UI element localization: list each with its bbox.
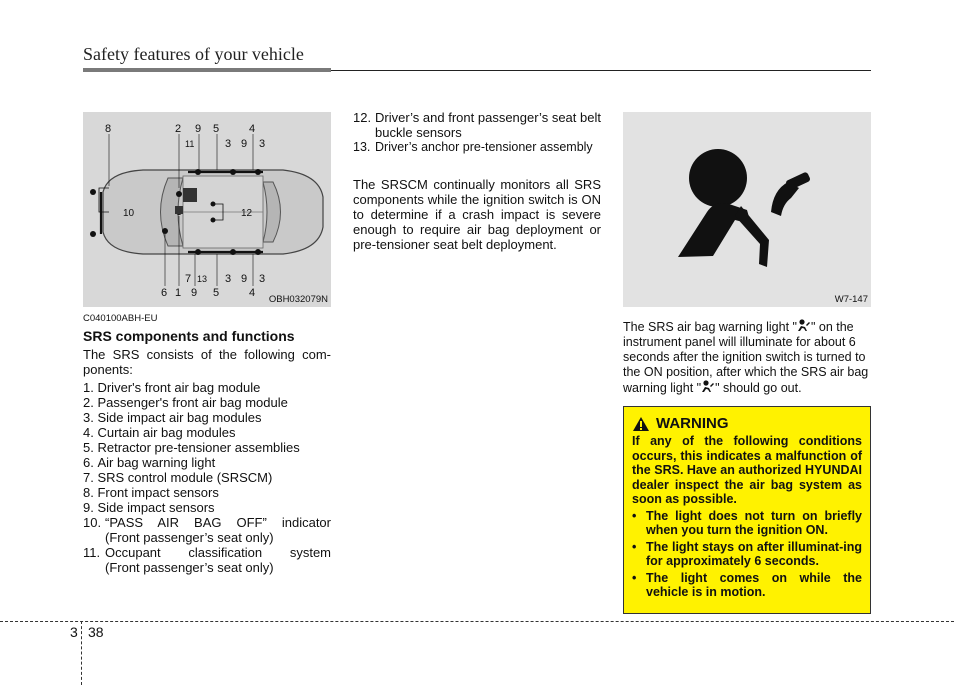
list-item: • The light does not turn on briefly when you turn the ignition ON. [632,508,862,537]
list-item: 13. Driver’s anchor pre-tensioner assembly [353,140,593,154]
warning-bullets [632,509,862,600]
warning-text: If any of the following conditions occurs, this indicates a malfunction of the SRS. Have an authorized HYUNDAI dealer inspect the air bag system as soon as possible. [632,434,862,506]
list-item: 2. Passenger's front air bag module [83,395,288,410]
components-list [83,380,331,575]
page-number: 38 [88,624,104,640]
list-item: 6. Air bag warning light [83,455,216,470]
list-item: 10. “PASS AIR BAG OFF” indicator (Front passenger’s seat only) [83,515,331,545]
footer-vertical-divider [81,621,82,685]
list-item: 1. Driver's front air bag module [83,380,261,395]
figure-label: 9 [195,123,202,135]
list-item: • The light stays on after illuminat-ing for approximately 6 seconds. [632,539,862,568]
figure-label: 7 [185,273,192,285]
intro-text: The SRS consists of the following com-ponents: [83,347,331,377]
list-item: 5. Retractor pre-tensioner assemblies [83,440,300,455]
figure-label: 5 [213,287,220,299]
list-item: 4. Curtain air bag modules [83,425,236,440]
list-item: 7. SRS control module (SRSCM) [83,470,273,485]
figure-label: 3 [225,273,232,285]
figure-label: 9 [241,273,248,285]
figure-label: 9 [241,138,248,150]
figure-label: 6 [161,287,168,299]
footer-divider [0,621,954,622]
figure-label: 10 [123,208,135,219]
vehicle-top-view-diagram [83,112,331,307]
section-heading: SRS components and functions [83,328,295,344]
warning-title: WARNING [632,415,862,432]
figure-label: 3 [225,138,232,150]
figure-label: 12 [241,208,253,219]
figure-label: 5 [213,123,220,135]
list-item: 12. Driver’s and front passenger’s seat belt buckle sensors [353,110,601,140]
warning-light-figure [623,112,871,307]
figure-label: 3 [259,138,266,150]
section-code: C040100ABH-EU [83,313,158,324]
figure-label: 8 [105,123,112,135]
figure-label: 1 [175,287,182,299]
airbag-warning-icon [623,112,871,307]
page-chapter: 3 [70,624,78,640]
list-item: 11. Occupant classification system (Front passenger’s seat only) [83,545,331,575]
airbag-warning-icon [701,380,715,393]
figure-code: W7-147 [834,294,868,305]
figure-label: 11 [185,139,195,149]
figure-label: 13 [197,274,208,284]
list-item: • The light comes on while the vehicle is in motion. [632,570,862,599]
components-list-continued [353,110,601,155]
figure-label: 4 [249,123,256,135]
warning-box [623,406,871,614]
srs-components-figure [83,112,331,307]
header-rule-thin [331,70,871,71]
figure-label: 2 [175,123,182,135]
list-item: 3. Side impact air bag modules [83,410,262,425]
figure-label: 3 [259,273,266,285]
figure-label: 9 [191,287,198,299]
warning-light-paragraph: The SRS air bag warning light " " on the instrument panel will illuminate for about 6 seconds after the ignition switch is turned to the ON position, after which the SRS air bag warning light " " should go out. [623,320,869,395]
header-title: Safety features of your vehicle [83,44,304,64]
list-item: 9. Side impact sensors [83,500,215,515]
figure-label: 4 [249,287,256,299]
airbag-warning-icon [797,319,811,332]
header-rule-thick [83,68,331,72]
list-item: 8. Front impact sensors [83,485,219,500]
srscm-paragraph: The SRSCM continually monitors all SRS components while the ignition switch is ON to determine if a crash impact is severe enough to require air bag deployment or pre-tensioner seat belt deployment. [353,177,601,252]
warning-triangle-icon [632,416,650,432]
figure-code: OBH032079N [268,294,328,305]
